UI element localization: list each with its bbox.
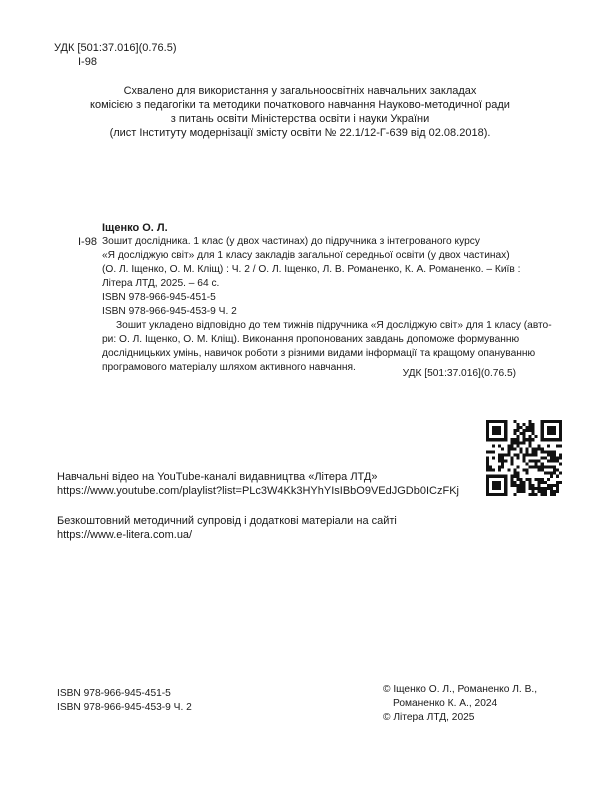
video-label: Навчальні відео на YouTube-каналі видавництва «Літера ЛТД» (57, 471, 378, 483)
copyright-line: © Іщенко О. Л., Романенко Л. В., (383, 684, 538, 695)
isbn-list (102, 291, 237, 319)
approval-notice (70, 84, 530, 140)
approval-line: (лист Інституту модернізації змісту освіти № 22.1/12-Г-639 від 02.08.2018). (109, 127, 491, 139)
description-line: «Я досліджую світ» для 1 класу закладів загальної середньої освіти (у двох частинах) (102, 250, 510, 261)
copyright-line: Романенко К. А., 2024 (393, 698, 498, 709)
description-line: Літера ЛТД, 2025. – 64 с. (102, 278, 220, 289)
udk-footer-code: УДК [501:37.016](0.76.5) (402, 368, 516, 379)
isbn-line: ISBN 978-966-945-451-5 (57, 688, 171, 699)
isbn-bottom (57, 687, 192, 715)
approval-line: комісією з педагогіки та методики початкового навчання Науково-методичної ради (90, 99, 510, 111)
isbn-line: ISBN 978-966-945-451-5 (102, 292, 216, 303)
site-link[interactable]: https://www.e-litera.com.ua/ (57, 529, 193, 541)
annotation-line: Зошит укладено відповідно до тем тижнів підручника «Я досліджую світ» для 1 класу (авто- (116, 320, 552, 331)
udk-header (54, 41, 176, 69)
catalog-index: І-98 (78, 56, 97, 68)
annotation-line: дослідницьких умінь, навичок роботи з різними видами інформації та кращому опануванню (102, 348, 536, 359)
copyright-line: © Літера ЛТД, 2025 (383, 712, 475, 723)
bibliographic-description (102, 235, 521, 291)
description-line: Зошит дослідника. 1 клас (у двох частинах) до підручника з інтегрованого курсу (102, 236, 480, 247)
isbn-line: ISBN 978-966-945-453-9 Ч. 2 (57, 702, 192, 713)
approval-line: з питань освіти Міністерства освіти і науки України (170, 113, 430, 125)
catalog-index: І-98 (78, 236, 97, 248)
qr-code-icon (486, 420, 562, 501)
video-link[interactable]: https://www.youtube.com/playlist?list=PLc3W4Kk3HYhYIsIBbO9VEdJGDb0ICzFKj (57, 485, 459, 497)
links-section (57, 470, 459, 542)
site-label: Безкоштовний методичний супровід і додаткові матеріали на сайті (57, 515, 397, 527)
isbn-line: ISBN 978-966-945-453-9 Ч. 2 (102, 306, 237, 317)
description-line: (О. Л. Іщенко, О. М. Кліщ) : Ч. 2 / О. Л. Іщенко, Л. В. Романенко, К. А. Романенко. – Київ : (102, 264, 521, 275)
author-heading: Іщенко О. Л. (102, 222, 168, 234)
approval-line: Схвалено для використання у загальноосвітніх навчальних закладах (123, 85, 477, 97)
annotation-line: ри: О. Л. Іщенко, О. М. Кліщ). Виконання пропонованих завдань допоможе формуванню (102, 334, 520, 345)
udk-code: УДК [501:37.016](0.76.5) (54, 42, 177, 54)
annotation-line: програмового матеріалу шляхом активного навчання. (102, 362, 356, 373)
copyright-block (383, 683, 537, 725)
